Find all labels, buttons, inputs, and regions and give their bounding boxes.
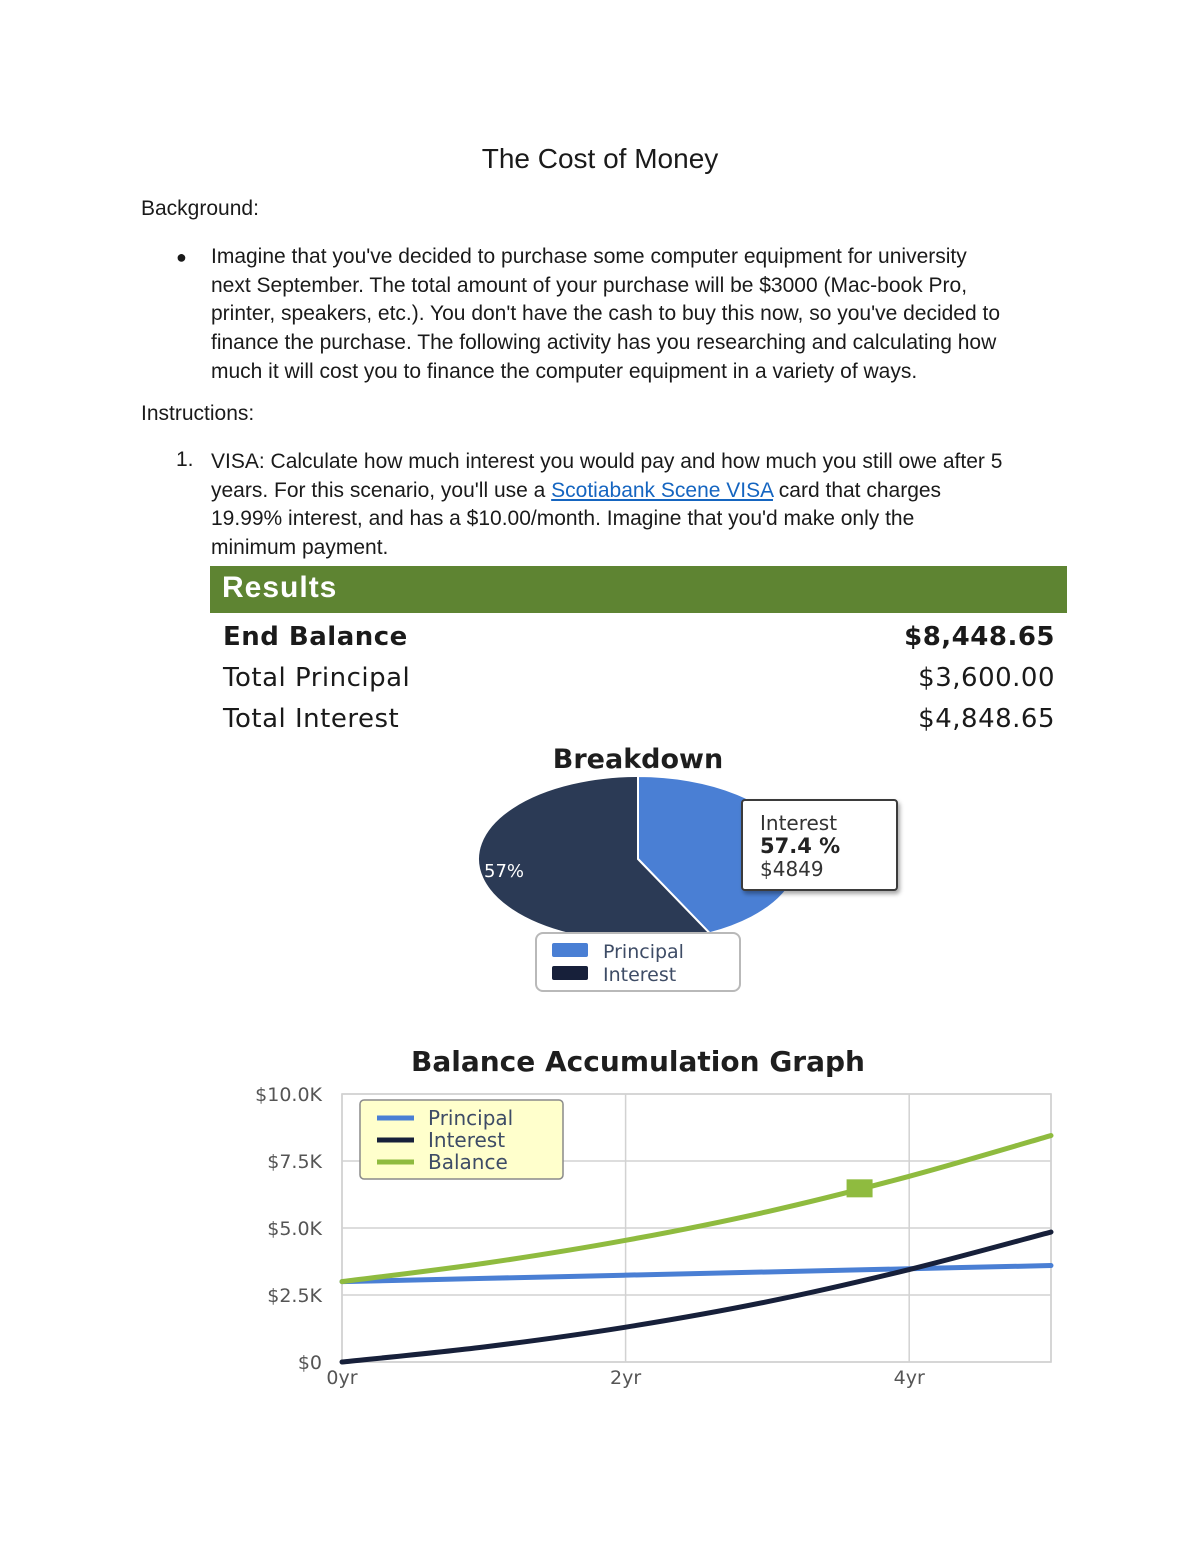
- paragraph-line: minimum payment.: [211, 536, 389, 560]
- legend-label-balance: Balance: [428, 1150, 508, 1174]
- instructions-label: Instructions:: [141, 402, 255, 425]
- paragraph-line: much it will cost you to finance the computer equipment in a variety of ways.: [211, 359, 918, 383]
- background-paragraph: [211, 243, 1081, 387]
- legend-label-principal: Principal: [428, 1106, 514, 1130]
- line-text: years. For this scenario, you'll use a: [211, 478, 552, 502]
- y-tick-label: $7.5K: [267, 1151, 322, 1173]
- line-text: card that charges: [772, 478, 942, 502]
- legend-label-principal: Principal: [603, 941, 684, 963]
- instruction-item: [211, 448, 1081, 563]
- scotiabank-visa-link[interactable]: Scotiabank Scene VISA: [551, 478, 773, 502]
- paragraph-line: printer, speakers, etc.). You don't have the cash to buy this now, so you've decided to: [211, 302, 1001, 326]
- results-header: Results: [210, 566, 1067, 613]
- balance-accumulation-chart: [220, 1040, 1070, 1400]
- y-tick-label: $10.0K: [255, 1084, 322, 1106]
- result-label: End Balance: [223, 622, 408, 652]
- paragraph-line: finance the purchase. The following activity has you researching and calculating how: [211, 331, 997, 355]
- paragraph-line: Imagine that you've decided to purchase some computer equipment for university: [211, 245, 967, 268]
- paragraph-line: [211, 477, 1081, 506]
- pie-slice-label-interest: 57%: [484, 861, 525, 882]
- tooltip-percent: 57.4 %: [760, 834, 841, 858]
- list-number: 1.: [176, 448, 194, 471]
- legend-swatch-principal: [552, 943, 588, 957]
- legend-label-interest: Interest: [428, 1128, 506, 1152]
- paragraph-line: 19.99% interest, and has a $10.00/month. Imagine that you'd make only the: [211, 507, 915, 531]
- tooltip-amount: $4849: [760, 857, 824, 881]
- x-tick-label: 2yr: [610, 1367, 642, 1389]
- result-label: Total Principal: [223, 663, 411, 693]
- x-tick-label: 0yr: [326, 1367, 358, 1389]
- line-legend: [360, 1100, 563, 1179]
- pie-legend: [536, 933, 740, 991]
- legend-label-interest: Interest: [603, 964, 677, 986]
- legend-swatch-interest: [552, 966, 588, 980]
- line-chart-title: Balance Accumulation Graph: [411, 1045, 865, 1078]
- tooltip-name: Interest: [760, 811, 838, 835]
- page-title: The Cost of Money: [481, 143, 719, 174]
- pie-tooltip: [742, 800, 897, 890]
- balance-hover-marker: [847, 1179, 873, 1197]
- y-tick-label: $5.0K: [267, 1218, 322, 1240]
- result-value: $3,600.00: [918, 663, 1055, 693]
- paragraph-line: next September. The total amount of your purchase will be $3000 (Mac-book Pro,: [211, 273, 968, 297]
- y-tick-label: $0: [297, 1352, 322, 1374]
- y-tick-label: $2.5K: [267, 1285, 322, 1307]
- result-row-total-principal: [223, 663, 1055, 693]
- result-label: Total Interest: [223, 704, 400, 734]
- result-row-total-interest: [223, 704, 1055, 734]
- result-value: $4,848.65: [918, 704, 1055, 734]
- result-row-end-balance: [223, 622, 1055, 652]
- pie-title: Breakdown: [552, 744, 724, 775]
- breakdown-pie-chart: [460, 740, 920, 1000]
- bullet-icon: ●: [176, 247, 187, 267]
- background-label: Background:: [141, 197, 259, 220]
- x-tick-label: 4yr: [893, 1367, 925, 1389]
- paragraph-line: VISA: Calculate how much interest you would pay and how much you still owe after 5: [211, 450, 1003, 473]
- result-value: $8,448.65: [904, 622, 1055, 652]
